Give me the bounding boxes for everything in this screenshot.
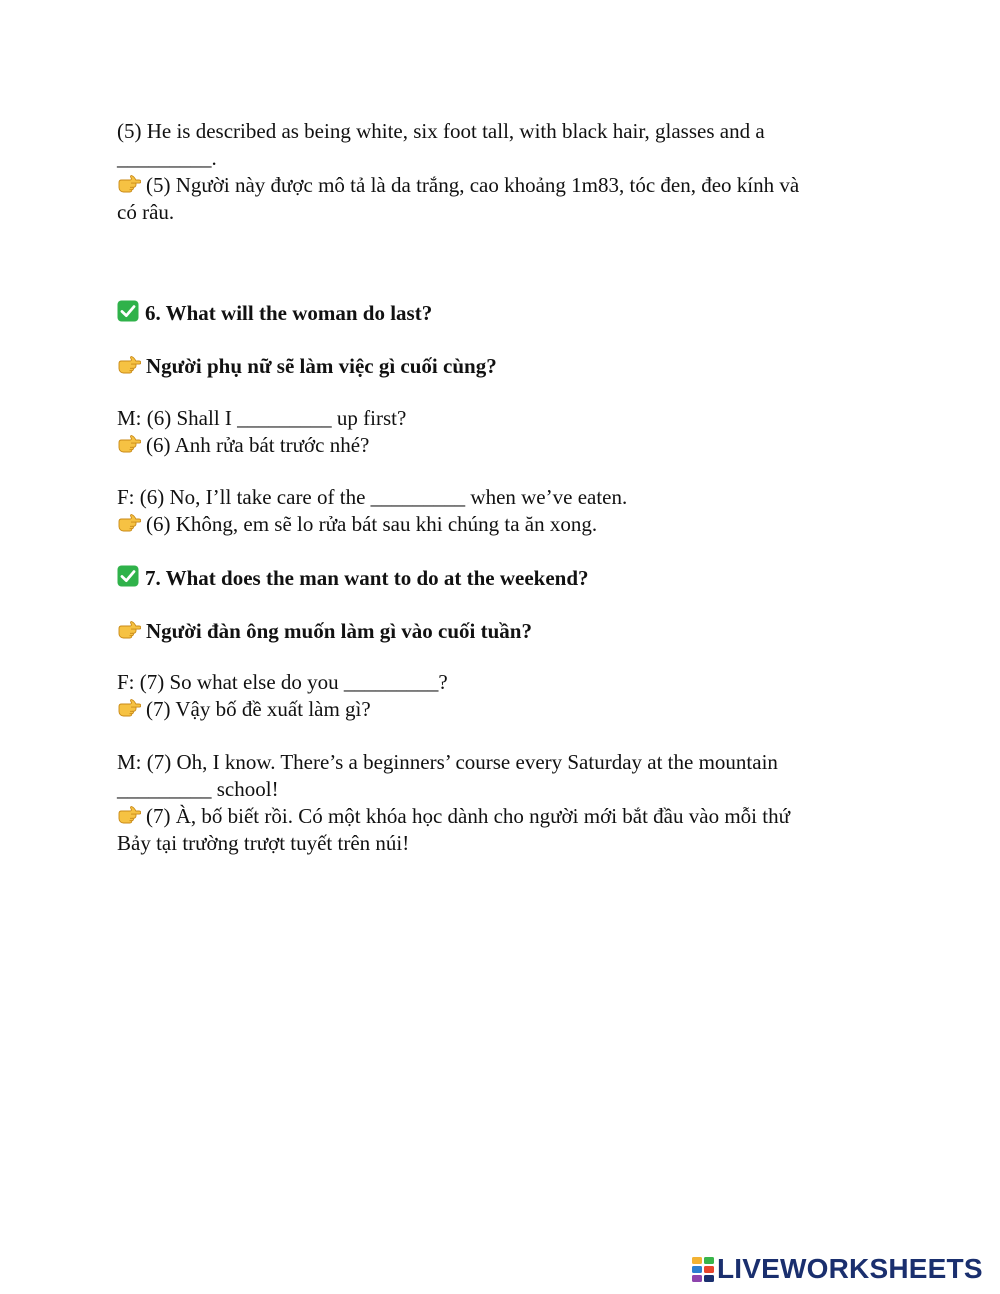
q7-question-vi-text: Người đàn ông muốn làm gì vào cuối tuần? [146, 619, 532, 643]
q7-male-dialogue [117, 749, 877, 857]
pointing-hand-icon [117, 356, 141, 374]
q6-female-dialogue [117, 484, 877, 538]
q5-vietnamese-line-2: có râu. [117, 200, 175, 224]
pointing-hand-icon [117, 435, 141, 453]
q6-female-vietnamese: (6) Không, em sẽ lo rửa bát sau khi chúng ta ăn xong. [146, 512, 598, 536]
q6-male-dialogue [117, 405, 877, 459]
question-6-heading-vi [117, 353, 877, 380]
question-5-block [117, 118, 877, 226]
pointing-hand-icon [117, 806, 141, 824]
pointing-hand-icon [117, 621, 141, 639]
pointing-hand-icon [117, 699, 141, 717]
check-mark-icon [117, 565, 139, 587]
question-7-heading [117, 565, 877, 592]
liveworksheets-mark-icon [692, 1256, 714, 1282]
q6-male-vietnamese: (6) Anh rửa bát trước nhé? [146, 433, 370, 457]
q7-female-english: F: (7) So what else do you _________? [117, 670, 448, 694]
q7-male-vietnamese-line-1: (7) À, bố biết rồi. Có một khóa học dành cho người mới bắt đầu vào mỗi thứ [146, 804, 790, 828]
q7-male-vietnamese-line-2: Bảy tại trường trượt tuyết trên núi! [117, 831, 410, 855]
q6-question-vi-text: Người phụ nữ sẽ làm việc gì cuối cùng? [146, 354, 497, 378]
liveworksheets-logo-text: LIVEWORKSHEETS [717, 1253, 983, 1284]
liveworksheets-logo [692, 1254, 983, 1284]
q6-question-text: 6. What will the woman do last? [145, 301, 433, 325]
q5-vietnamese-line-1 [117, 172, 877, 199]
question-7-heading-vi [117, 618, 877, 645]
q5-english-line-1: (5) He is described as being white, six foot tall, with black hair, glasses and a [117, 119, 765, 143]
q7-female-vietnamese: (7) Vậy bố đề xuất làm gì? [146, 697, 371, 721]
q7-female-dialogue [117, 669, 877, 723]
q6-female-english: F: (6) No, I’ll take care of the _________ when we’ve eaten. [117, 485, 628, 509]
q7-male-english-line-2: _________ school! [117, 777, 279, 801]
q6-male-english: M: (6) Shall I _________ up first? [117, 406, 407, 430]
q7-male-english-line-1: M: (7) Oh, I know. There’s a beginners’ course every Saturday at the mountain [117, 750, 778, 774]
check-mark-icon [117, 300, 139, 322]
q5-vietnamese-text: (5) Người này được mô tả là da trắng, cao khoảng 1m83, tóc đen, đeo kính và [146, 173, 800, 197]
question-6-heading [117, 300, 877, 327]
pointing-hand-icon [117, 175, 141, 193]
pointing-hand-icon [117, 514, 141, 532]
q7-question-text: 7. What does the man want to do at the weekend? [145, 566, 589, 590]
q5-english-line-2: _________. [117, 146, 217, 170]
